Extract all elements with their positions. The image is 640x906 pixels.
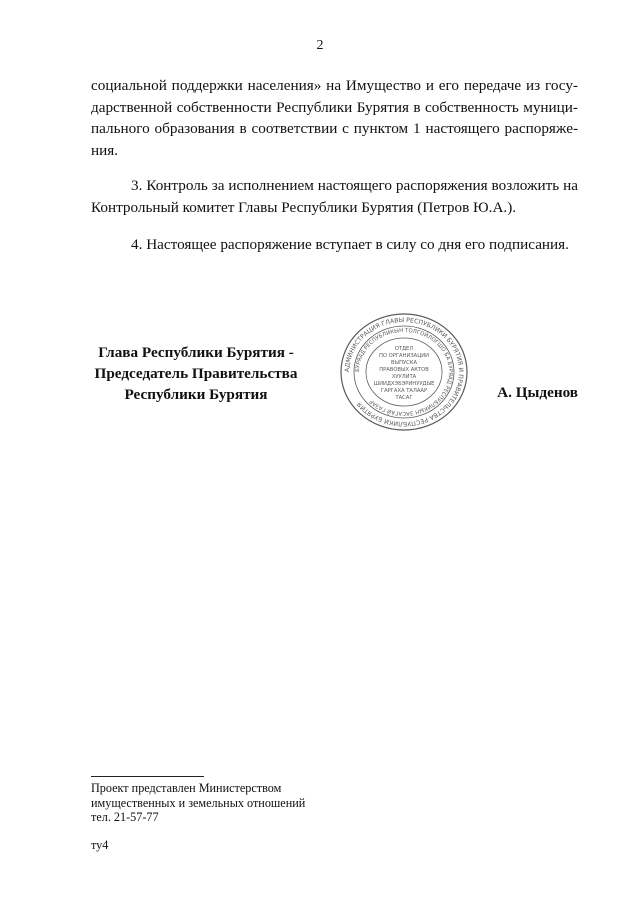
- signer-name: А. Цыденов: [497, 384, 578, 401]
- reference-code: ту4: [91, 838, 109, 852]
- seal-center-line: ШИИДХЭБЭРИНУУДЫЕ: [373, 381, 435, 387]
- paragraph-3-line: 3. Контроль за исполнением настоящего распоряжения возложить на: [131, 177, 578, 194]
- seal-center-line: ХУУЛИТА: [391, 374, 417, 380]
- seal-outer-text-path: АДМИНИСТРАЦИЯ ГЛАВЫ РЕСПУБЛИКИ БУРЯТИЯ И ПРАВИТЕЛЬСТВА РЕСПУБЛИКИ БУРЯТИЯ: [343, 316, 465, 428]
- signature-title-line: Глава Республики Бурятия -: [98, 344, 294, 361]
- paragraph-1-line: ния.: [91, 141, 119, 159]
- paragraph-3: [91, 175, 578, 218]
- paragraph-3-line: Контрольный комитет Главы Республики Бурятия (Петров Ю.А.).: [91, 198, 517, 216]
- paragraph-1: [91, 75, 578, 161]
- footnote-line: тел. 21-57-77: [91, 810, 159, 824]
- seal-center-line: ПО ОРГАНИЗАЦИИ: [378, 353, 430, 359]
- seal-center-line: ОТДЕЛ: [394, 346, 414, 352]
- footnote-line: имущественных и земельных отношений: [91, 795, 306, 810]
- seal-center-line: ГАРГАХА ТАЛААР: [380, 388, 428, 394]
- page-number: 2: [316, 38, 324, 53]
- seal-center-line: ТАСАГ: [395, 395, 413, 401]
- seal-inner-text-path: БУРЯАД РЕСПУБЛИКЫН ТОЛГОЙЛОГШО БА БУРЯАД РЕСПУБЛИКЫН ЗАСАГАЙ ГАЗАР: [354, 327, 454, 417]
- paragraph-4-line: 4. Настоящее распоряжение вступает в силу со дня его подписания.: [131, 236, 569, 253]
- seal-center-line: ВЫПУСКА: [390, 360, 418, 366]
- signature-title-line: Председатель Правительства: [94, 365, 298, 382]
- paragraph-1-line: дарственной собственности Республики Бурятия в собственность муници-: [91, 98, 578, 116]
- official-seal: [339, 312, 469, 432]
- paragraph-1-line: пального образования в соответствии с пунктом 1 настоящего распоряже-: [91, 120, 578, 137]
- signature-title: [86, 342, 306, 405]
- seal-center-line: ПРАВОВЫХ АКТОВ: [379, 367, 429, 373]
- footnote-line: Проект представлен Министерством: [91, 781, 282, 795]
- signature-title-line: Республики Бурятия: [124, 386, 268, 403]
- paragraph-4: [91, 234, 578, 256]
- paragraph-1-line: социальной поддержки населения» на Имущество и его передаче из госу-: [91, 77, 578, 94]
- footnote: [91, 781, 305, 825]
- footnote-rule: [91, 776, 204, 777]
